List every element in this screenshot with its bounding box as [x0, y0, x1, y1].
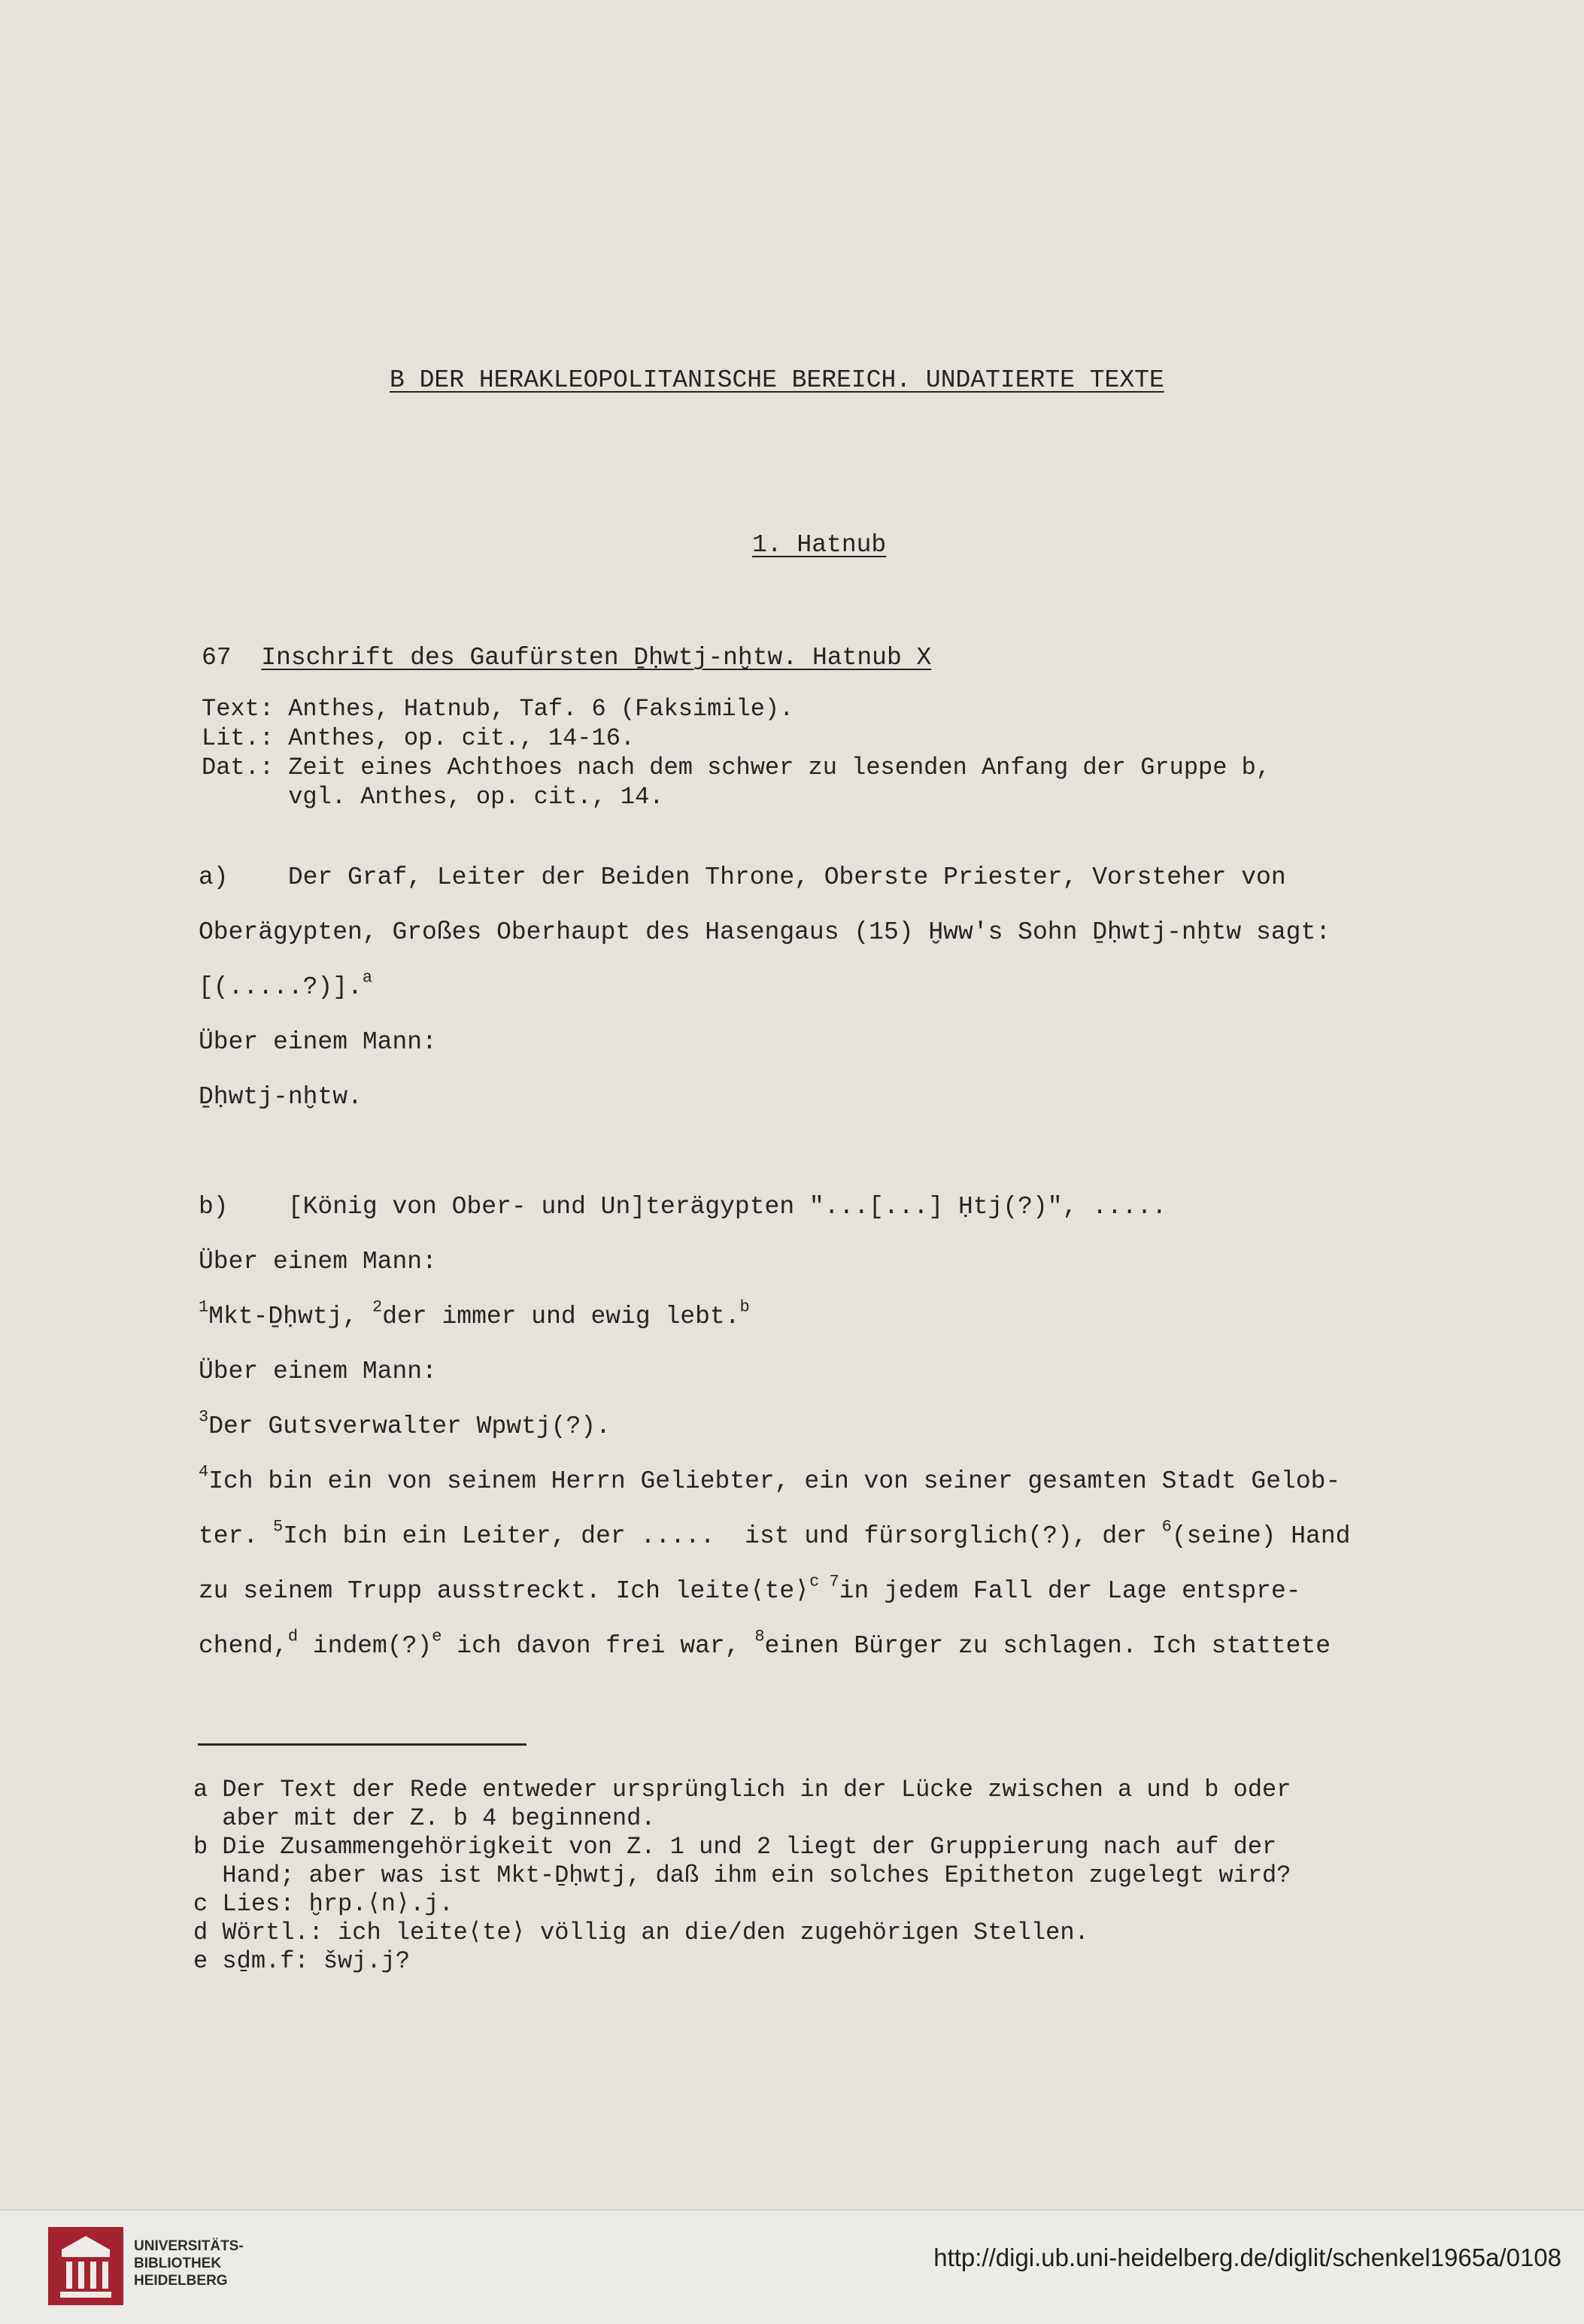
body-text: chend,: [199, 1632, 288, 1660]
footnote-line: d Wörtl.: ich leite⟨te⟩ völlig an die/den zugehörigen Stellen.: [193, 1919, 1089, 1946]
footnote-line: c Lies: ḫrp.⟨n⟩.j.: [193, 1890, 454, 1918]
line-number: 3: [199, 1407, 209, 1427]
meta-line: Dat.: Zeit eines Achthoes nach dem schwer zu lesenden Anfang der Gruppe b,: [202, 754, 1271, 781]
body-line: Über einem Mann:: [199, 1028, 437, 1056]
body-text: Mkt-Ḏḥwtj,: [208, 1303, 373, 1330]
entry-title: [202, 643, 931, 673]
meta-line: vgl. Anthes, op. cit., 14.: [202, 783, 664, 811]
body-text: indem(?): [298, 1632, 432, 1660]
section-heading: B DER HERAKLEOPOLITANISCHE BEREICH. UNDATIERTE TEXTE: [390, 366, 1164, 394]
body-line: [199, 1517, 1351, 1552]
body-line: Über einem Mann:: [199, 1358, 437, 1385]
line-number: 2: [372, 1297, 383, 1317]
body-text: ter.: [199, 1522, 274, 1550]
body-line: [199, 1572, 1301, 1606]
body-line: Oberägypten, Großes Oberhaupt des Hasengaus (15) Ḫww's Sohn Ḏḥwtj-nḫtw sagt:: [199, 918, 1331, 946]
body-line: Ḏḥwtj-nḫtw.: [199, 1083, 363, 1111]
body-text: einen Bürger zu schlagen. Ich stattete: [764, 1632, 1331, 1660]
logo-line: BIBLIOTHEK: [134, 2256, 222, 2271]
logo-line: UNIVERSITÄTS-: [134, 2238, 244, 2254]
university-seal-icon[interactable]: [48, 2227, 123, 2305]
footnote-line: a Der Text der Rede entweder ursprünglich in der Lücke zwischen a und b oder: [193, 1776, 1291, 1804]
entry-title-text: Inschrift des Gaufürsten Ḏḥwtj-nḫtw. Hatnub X: [261, 644, 932, 672]
footnote-line: Hand; aber was ist Mkt-Ḏḥwtj, daß ihm ein solches Epitheton zugelegt wird?: [193, 1861, 1291, 1889]
body-line: a) Der Graf, Leiter der Beiden Throne, Oberste Priester, Vorsteher von: [199, 863, 1286, 891]
footnote-mark: d: [287, 1627, 299, 1646]
body-text: Ich bin ein von seinem Herrn Geliebter, ein von seiner gesamten Stadt Gelob-: [208, 1467, 1341, 1495]
body-text: Ich bin ein Leiter, der ..... ist und fürsorglich(?), der: [283, 1522, 1162, 1550]
footnote-line: b Die Zusammengehörigkeit von Z. 1 und 2 liegt der Gruppierung nach auf der: [193, 1833, 1277, 1861]
body-line: b) [König von Ober- und Un]terägypten "...[...] Ḥtj(?)", .....: [199, 1193, 1167, 1221]
line-number: 8: [754, 1627, 765, 1646]
line-number: 1: [199, 1297, 209, 1317]
footnote-mark: e: [432, 1627, 442, 1646]
footnote-line: e sḏm.f: šwj.j?: [193, 1947, 411, 1975]
footnote-rule: [198, 1743, 526, 1746]
line-number: 4: [199, 1462, 209, 1482]
line-number: 6: [1161, 1517, 1172, 1537]
subsection-heading: 1. Hatnub: [752, 531, 887, 559]
footnote-mark: b: [739, 1297, 750, 1317]
meta-line: Text: Anthes, Hatnub, Taf. 6 (Faksimile).: [202, 695, 794, 723]
body-text: (seine) Hand: [1171, 1522, 1351, 1550]
body-line: Über einem Mann:: [199, 1248, 437, 1276]
footnote-mark: c 7: [809, 1572, 839, 1591]
body-text: in jedem Fall der Lage entspre-: [839, 1577, 1301, 1605]
footnote-line: aber mit der Z. b 4 beginnend.: [193, 1804, 656, 1832]
body-line: [199, 1627, 1331, 1661]
entry-number: 67: [202, 644, 232, 672]
meta-line: Lit.: Anthes, op. cit., 14-16.: [202, 724, 636, 752]
body-line: [199, 1297, 750, 1332]
body-text: der immer und ewig lebt.: [382, 1303, 740, 1330]
body-text: ich davon frei war,: [442, 1632, 755, 1660]
footnote-mark: a: [362, 968, 373, 988]
body-line: [199, 968, 373, 1003]
body-line: [199, 1462, 1341, 1497]
permalink-url[interactable]: http://digi.ub.uni-heidelberg.de/diglit/schenkel1965a/0108: [933, 2244, 1561, 2271]
body-text: [(.....?)].: [199, 973, 363, 1001]
viewer-footer: [0, 2210, 1584, 2324]
line-number: 5: [273, 1517, 284, 1537]
body-line: [199, 1407, 611, 1442]
body-text: zu seinem Trupp ausstreckt. Ich leite⟨te⟩: [199, 1577, 810, 1605]
body-text: Der Gutsverwalter Wpwtj(?).: [208, 1412, 611, 1440]
library-logo-text[interactable]: [134, 2238, 244, 2289]
logo-line: HEIDELBERG: [134, 2273, 228, 2289]
